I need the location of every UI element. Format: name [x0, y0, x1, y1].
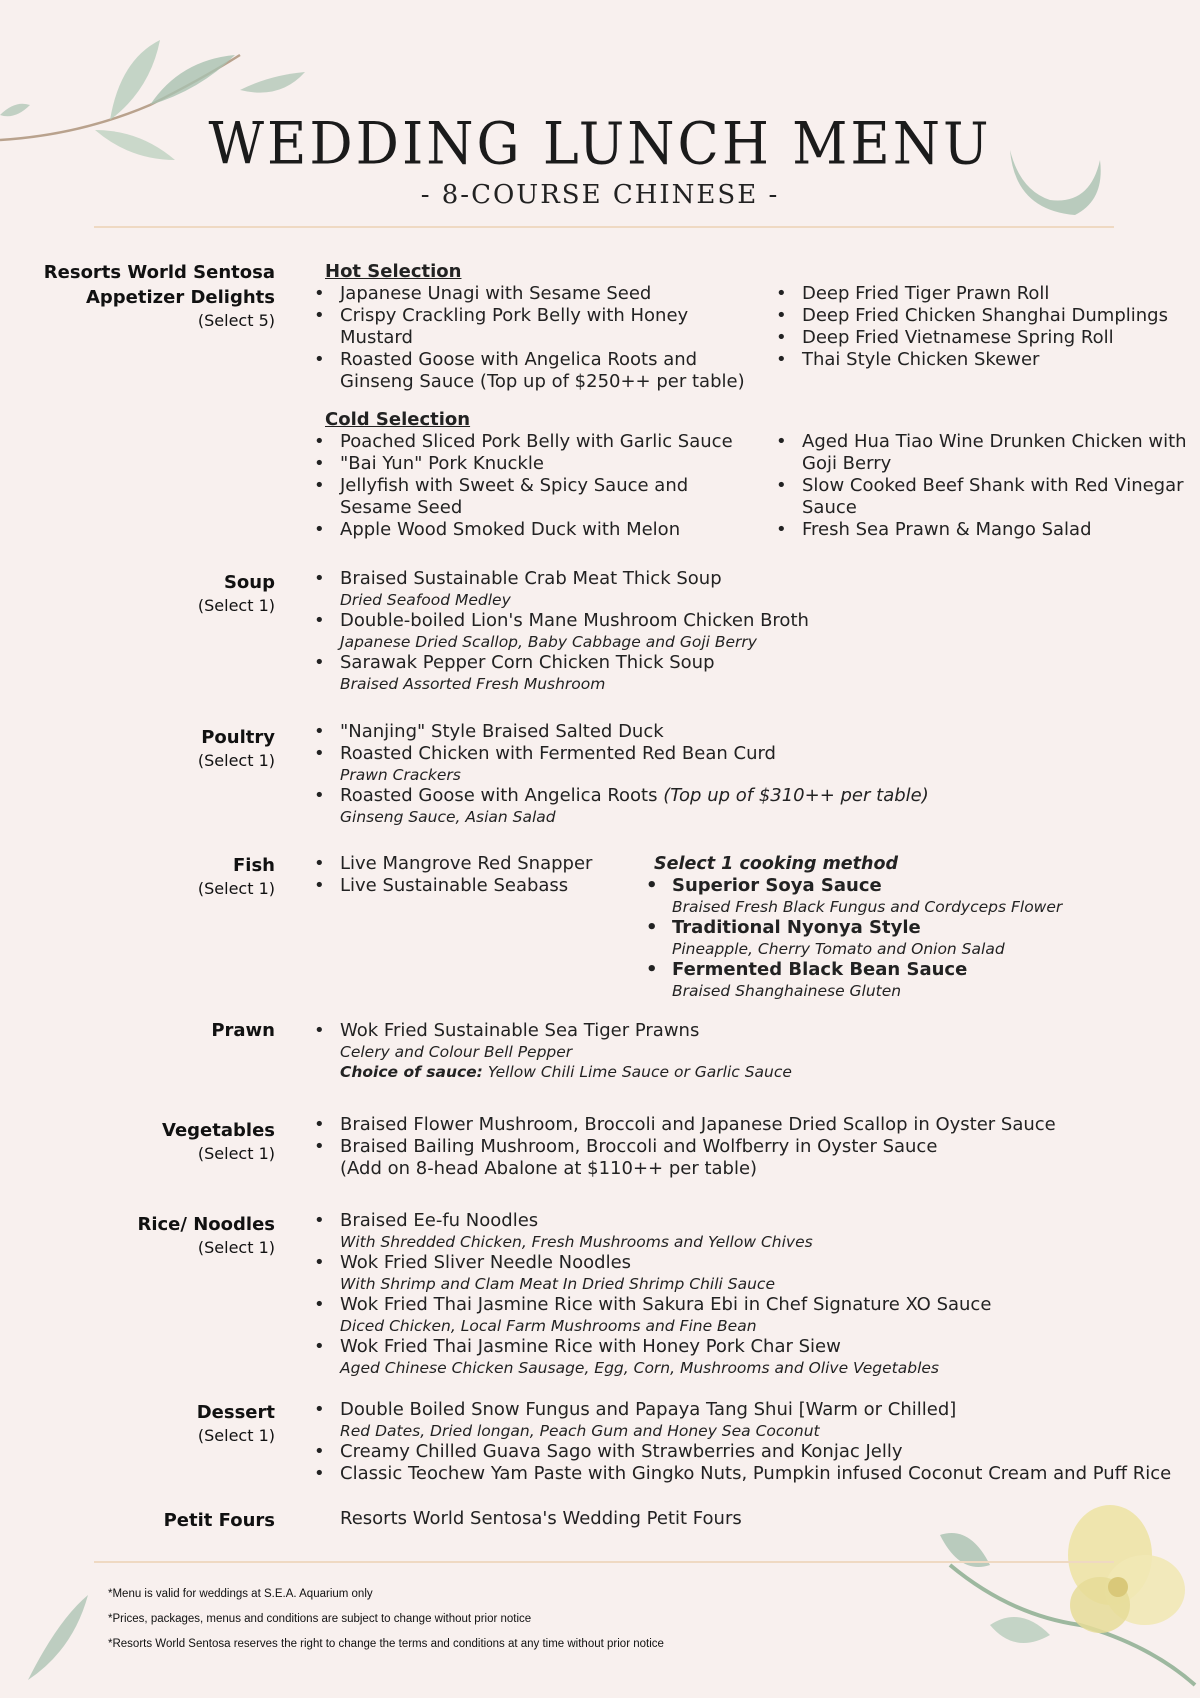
list-item: • Deep Fried Vietnamese Spring Roll [774, 327, 1194, 349]
list-item: • Traditional Nyonya Style Pineapple, Cherry Tomato and Onion Salad [644, 917, 1164, 959]
list-item: • Double-boiled Lion's Mane Mushroom Chicken Broth Japanese Dried Scallop, Baby Cabbage and Goji Berry [312, 610, 1172, 652]
footer-note: *Prices, packages, menus and conditions are subject to change without prior notice [108, 1613, 532, 1625]
list-item: • Double Boiled Snow Fungus and Papaya Tang Shui [Warm or Chilled] Red Dates, Dried longan, Peach Gum and Honey Sea Coconut [312, 1399, 1192, 1441]
list-item: • Deep Fried Chicken Shanghai Dumplings [774, 305, 1194, 327]
list-item: • Wok Fried Sustainable Sea Tiger Prawns Celery and Colour Bell Pepper Choice of sauce: Yellow Chili Lime Sauce or Garlic Sauce [312, 1020, 1172, 1082]
vegetables-list [312, 1114, 1182, 1180]
petit-fours-text: Resorts World Sentosa's Wedding Petit Fours [340, 1508, 742, 1529]
list-item: • Wok Fried Thai Jasmine Rice with Sakura Ebi in Chef Signature XO Sauce Diced Chicken, Local Farm Mushrooms and Fine Bean [312, 1294, 1182, 1336]
page-subtitle: - 8-COURSE CHINESE - [420, 180, 780, 210]
list-item: • Roasted Goose with Angelica Roots (Top up of $310++ per table) Ginseng Sauce, Asian Salad [312, 785, 1172, 827]
section-label-soup: Soup (Select 1) [197, 572, 275, 615]
section-label-appetizer: Resorts World Sentosa Appetizer Delights (Select 5) [43, 262, 275, 330]
list-item: • Braised Bailing Mushroom, Broccoli and Wolfberry in Oyster Sauce (Add on 8-head Abalone at $110++ per table) [312, 1136, 1182, 1180]
bottom-divider [94, 1561, 1114, 1563]
list-item: • Roasted Chicken with Fermented Red Bean Curd Prawn Crackers [312, 743, 1172, 785]
cooking-methods [644, 853, 1164, 1001]
top-divider [94, 226, 1114, 228]
cold-selection-title: Cold Selection [325, 409, 471, 430]
list-item: • Sarawak Pepper Corn Chicken Thick Soup Braised Assorted Fresh Mushroom [312, 652, 1172, 694]
list-item: • Apple Wood Smoked Duck with Melon [312, 519, 752, 541]
section-label-dessert: Dessert (Select 1) [196, 1402, 275, 1445]
list-item: • Poached Sliced Pork Belly with Garlic Sauce [312, 431, 752, 453]
list-item: • Fresh Sea Prawn & Mango Salad [774, 519, 1194, 541]
soup-list [312, 568, 1172, 694]
list-item: • "Bai Yun" Pork Knuckle [312, 453, 752, 475]
list-item: • Jellyfish with Sweet & Spicy Sauce and Sesame Seed [312, 475, 752, 519]
cold-selection [312, 409, 752, 541]
list-item: • Classic Teochew Yam Paste with Gingko Nuts, Pumpkin infused Coconut Cream and Puff Rice [312, 1463, 1192, 1485]
list-item: • Crispy Crackling Pork Belly with Honey Mustard [312, 305, 752, 349]
fish-list [312, 853, 632, 897]
hot-selection [312, 261, 752, 393]
list-item: • "Nanjing" Style Braised Salted Duck [312, 721, 1172, 743]
list-item: • Braised Flower Mushroom, Broccoli and Japanese Dried Scallop in Oyster Sauce [312, 1114, 1182, 1136]
cold-selection-right [774, 431, 1194, 541]
poultry-list [312, 721, 1172, 827]
list-item: • Roasted Goose with Angelica Roots and Ginseng Sauce (Top up of $250++ per table) [312, 349, 752, 393]
section-label-fish: Fish (Select 1) [197, 855, 275, 898]
hot-selection-right [774, 283, 1194, 371]
hot-selection-title: Hot Selection [325, 261, 462, 282]
footer-note: *Menu is valid for weddings at S.E.A. Aquarium only [108, 1588, 373, 1600]
list-item: • Japanese Unagi with Sesame Seed [312, 283, 752, 305]
list-item: • Slow Cooked Beef Shank with Red Vinegar Sauce [774, 475, 1194, 519]
list-item: • Superior Soya Sauce Braised Fresh Black Fungus and Cordyceps Flower [644, 875, 1164, 917]
list-item: • Wok Fried Thai Jasmine Rice with Honey Pork Char Siew Aged Chinese Chicken Sausage, Egg, Corn, Mushrooms and Olive Vegetables [312, 1336, 1182, 1378]
cooking-method-title: Select 1 cooking method [654, 854, 899, 874]
page-title: WEDDING LUNCH MENU [208, 109, 992, 178]
section-label-poultry: Poultry (Select 1) [197, 727, 275, 770]
list-item: • Live Mangrove Red Snapper [312, 853, 632, 875]
footer-note: *Resorts World Sentosa reserves the right to change the terms and conditions at any time without prior notice [108, 1638, 664, 1650]
section-label-rice-noodles: Rice/ Noodles (Select 1) [137, 1214, 275, 1257]
list-item: • Creamy Chilled Guava Sago with Strawberries and Konjac Jelly [312, 1441, 1192, 1463]
list-item: • Braised Ee-fu Noodles With Shredded Chicken, Fresh Mushrooms and Yellow Chives [312, 1210, 1182, 1252]
list-item: • Wok Fried Sliver Needle Noodles With Shrimp and Clam Meat In Dried Shrimp Chili Sauce [312, 1252, 1182, 1294]
dessert-list [312, 1399, 1192, 1485]
prawn-list [312, 1020, 1172, 1082]
section-label-petit-fours: Petit Fours [163, 1510, 275, 1531]
section-label-prawn: Prawn [211, 1020, 275, 1041]
list-item: • Thai Style Chicken Skewer [774, 349, 1194, 371]
list-item: • Live Sustainable Seabass [312, 875, 632, 897]
list-item: • Braised Sustainable Crab Meat Thick Soup Dried Seafood Medley [312, 568, 1172, 610]
section-label-vegetables: Vegetables (Select 1) [162, 1120, 275, 1163]
list-item: • Fermented Black Bean Sauce Braised Shanghainese Gluten [644, 959, 1164, 1001]
leaf-bottom-left [18, 1590, 98, 1690]
list-item: • Aged Hua Tiao Wine Drunken Chicken with Goji Berry [774, 431, 1194, 475]
list-item: • Deep Fried Tiger Prawn Roll [774, 283, 1194, 305]
rice-noodles-list [312, 1210, 1182, 1378]
